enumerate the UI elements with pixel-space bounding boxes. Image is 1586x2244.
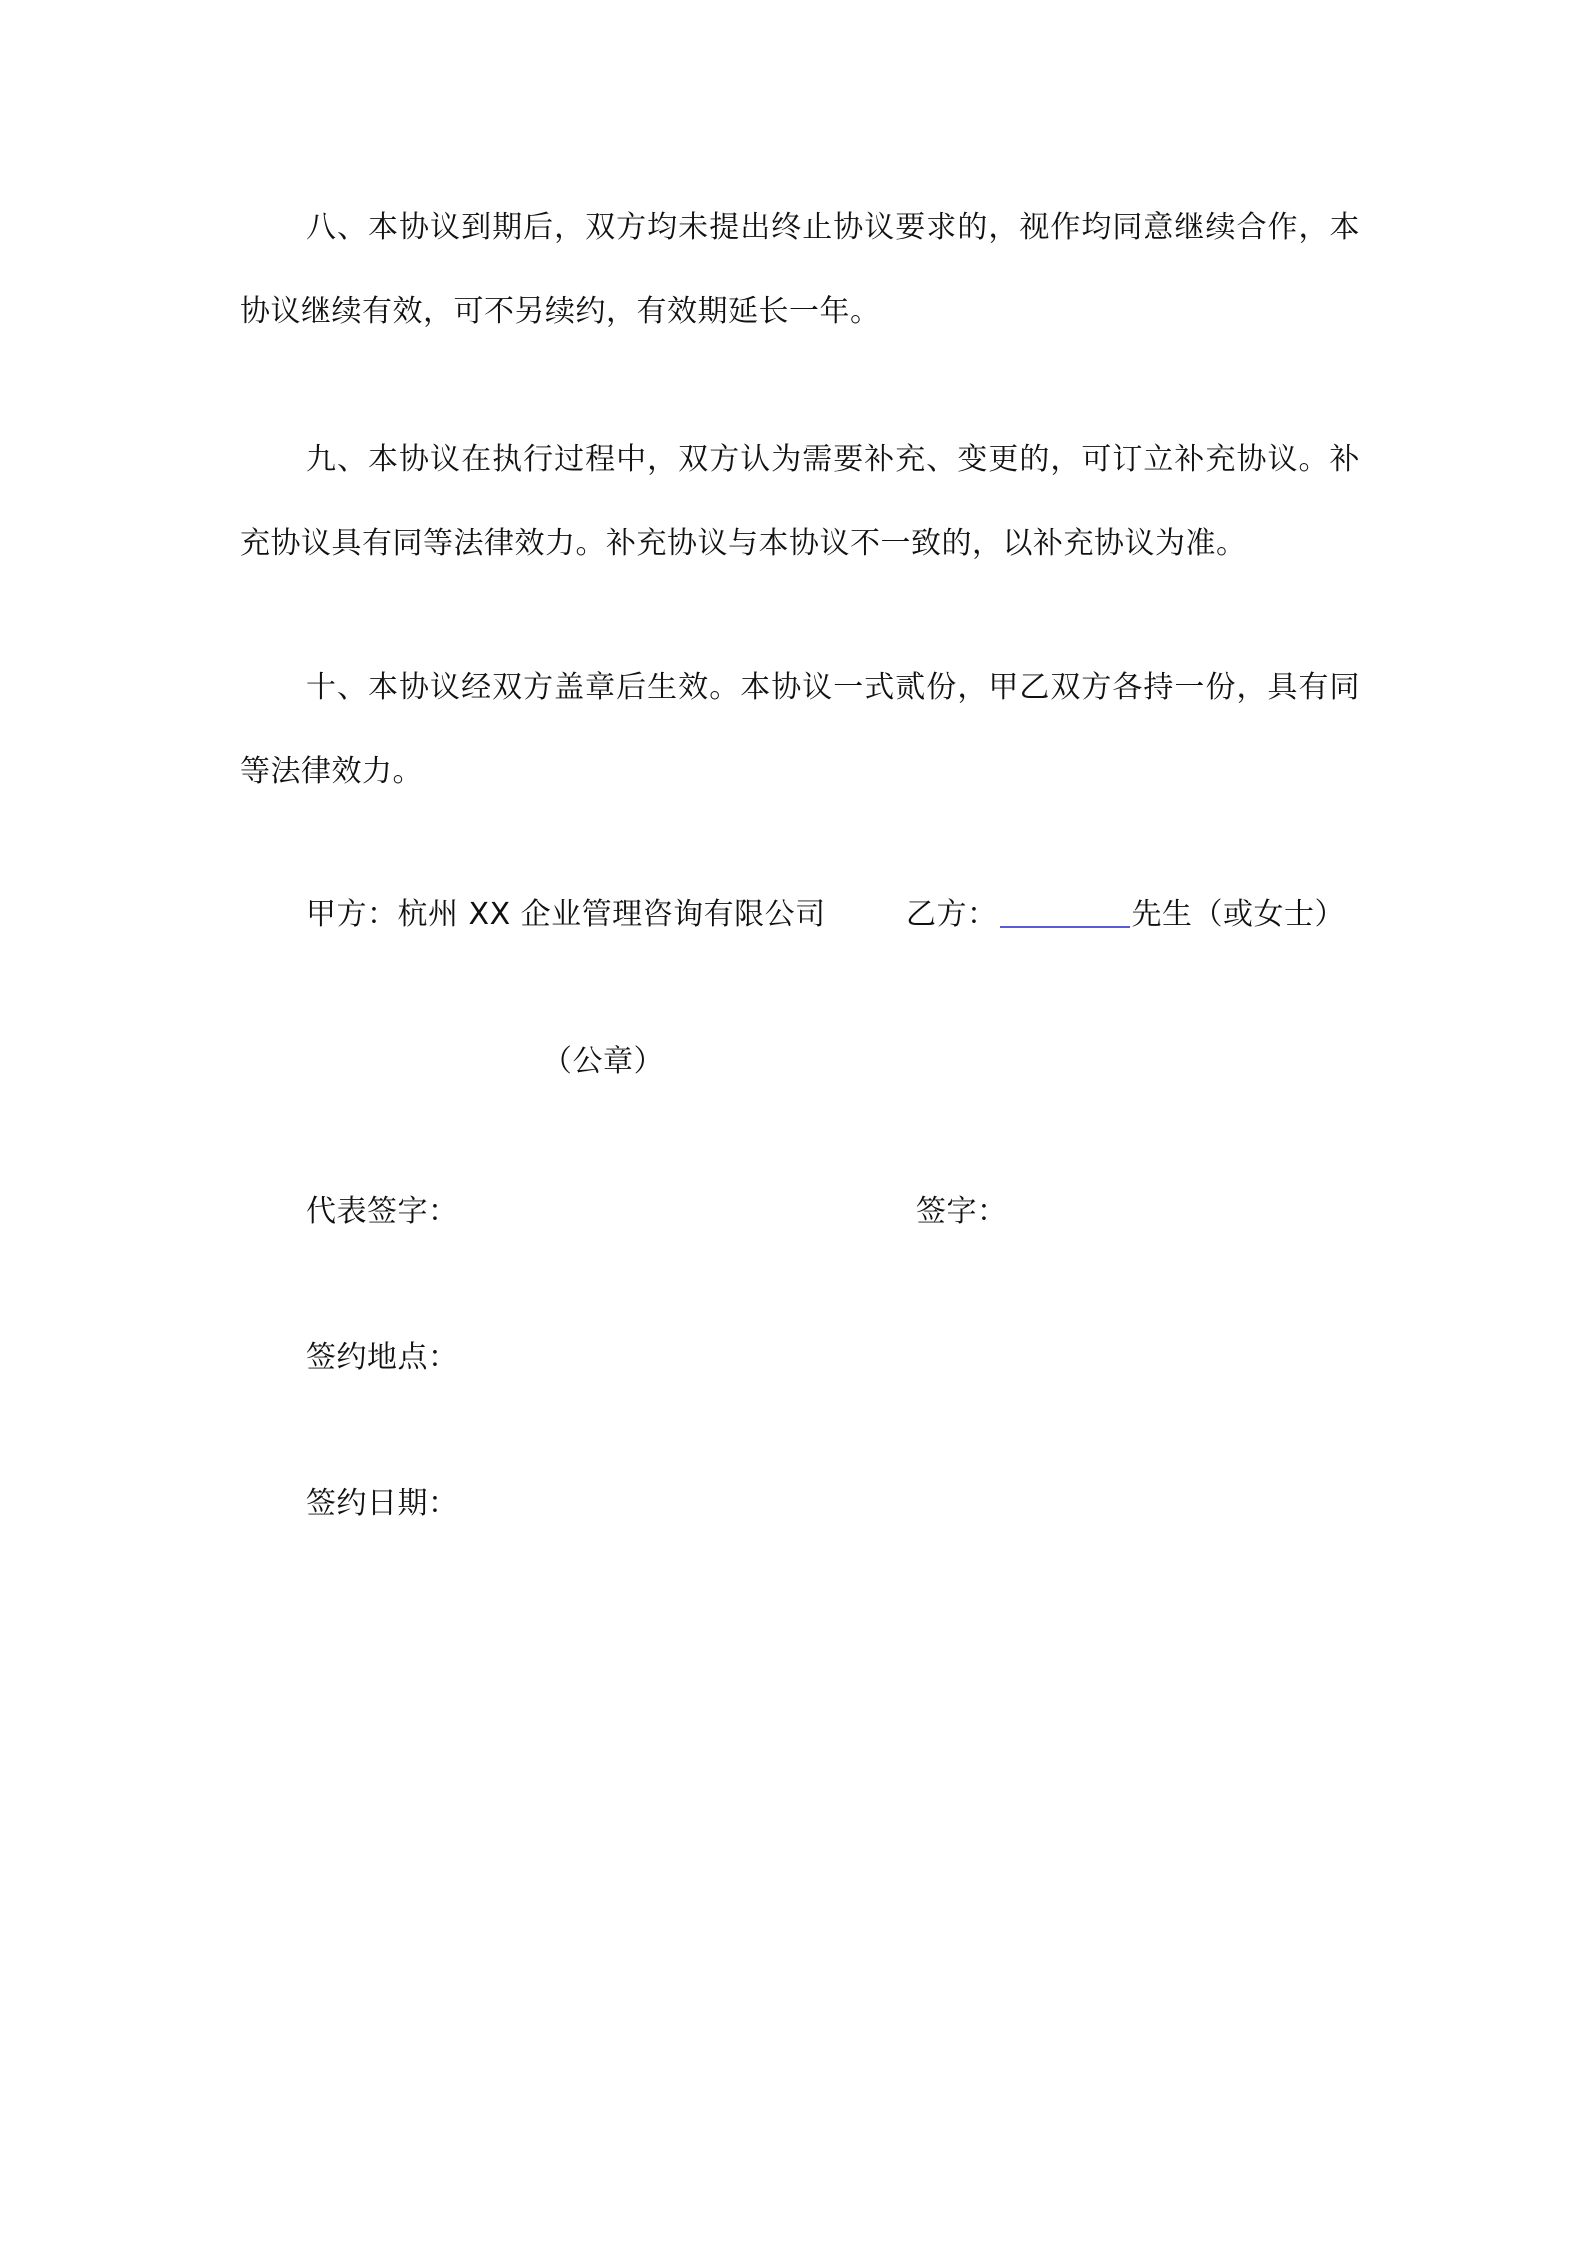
sign-date-label: 签约日期：	[306, 1486, 459, 1521]
party-b-title: 先生（或女士）	[1131, 897, 1345, 932]
party-b-name-blank[interactable]	[1000, 896, 1130, 928]
sign-place-label: 签约地点：	[306, 1340, 459, 1375]
representative-signature-label: 代表签字：	[306, 1194, 459, 1229]
signature-label: 签字：	[916, 1194, 1008, 1229]
seal-label: （公章）	[542, 1044, 664, 1079]
clause-8: 八、本协议到期后，双方均未提出终止协议要求的，视作均同意继续合作，本协议继续有效，可不另续约，有效期延长一年。	[240, 210, 1360, 329]
party-b-line	[906, 895, 1345, 935]
clause-9: 九、本协议在执行过程中，双方认为需要补充、变更的，可订立补充协议。补充协议具有同等法律效力。补充协议与本协议不一致的，以补充协议为准。	[240, 442, 1360, 561]
clause-10: 十、本协议经双方盖章后生效。本协议一式贰份，甲乙双方各持一份，具有同等法律效力。	[240, 670, 1360, 789]
party-a-line: 甲方：杭州 XX 企业管理咨询有限公司	[306, 897, 826, 932]
party-b-label: 乙方：	[906, 897, 998, 932]
